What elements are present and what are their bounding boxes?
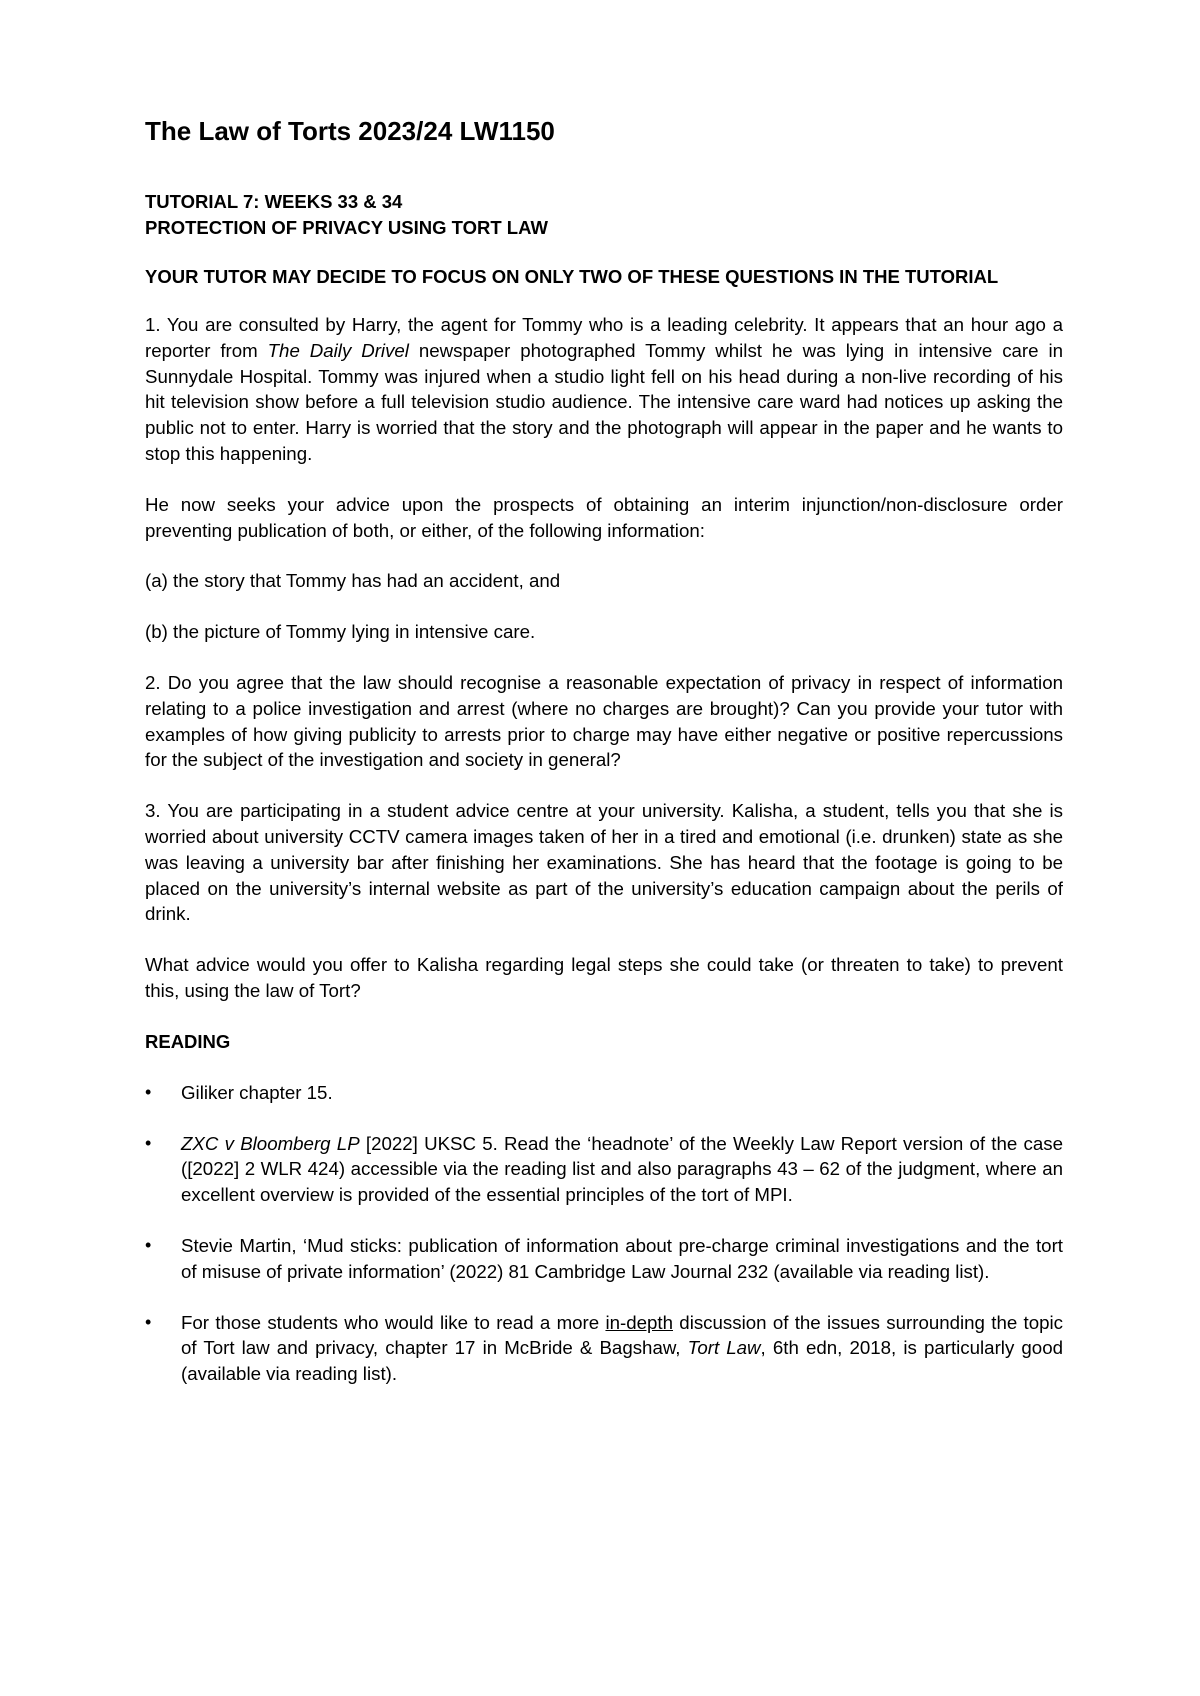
newspaper-name: The Daily Drivel (267, 339, 409, 361)
reading-item-text: [2022] UKSC 5. Read the ‘headnote’ of the Weekly Law Report version of the case ([2022] 2 WLR 424) accessible via the reading list and also paragraphs 43 – 62 of the judgment, where an excellent overview is provided of the essential principles of the tort of MPI. (181, 1132, 1063, 1206)
question-1-option-b: (b) the picture of Tommy lying in intensive care. (145, 621, 536, 643)
topic-heading: PROTECTION OF PRIVACY USING TORT LAW (145, 217, 548, 238)
question-1-text-end: newspaper photographed Tommy whilst he was lying in intensive care in Sunnydale Hospital. Tommy was injured when a studio light fell on his head during a non-live recording of his hit television show before a full television studio audience. The intensive care ward had notices up asking the public not to enter. Harry is worried that the story and the photograph will appear in the paper and he wants to stop this happening. (145, 339, 1063, 464)
reading-heading: READING (145, 1030, 231, 1052)
reading-item-giliker (145, 1080, 1063, 1106)
question-1-option-a: (a) the story that Tommy has had an accident, and (145, 570, 561, 592)
question-1-text-start: 1. You are consulted by Harry, the agent for Tommy who is a leading celebrity. It appears that an hour ago a reporter from (145, 314, 1063, 361)
question-3-scenario: 3. You are participating in a student advice centre at your university. Kalisha, a student, tells you that she is worried about university CCTV camera images taken of her in a tired and emotional (i.e. drunken) state as she was leaving a university bar after finishing her examinations. She has heard that the footage is going to be placed on the university’s internal website as part of the university’s education campaign about the perils of drink. (145, 800, 1063, 925)
book-title: Tort Law (687, 1337, 761, 1359)
reading-list (145, 1080, 1063, 1387)
reading-item-text: Giliker chapter 15. (181, 1081, 333, 1103)
question-3-question: What advice would you offer to Kalisha regarding legal steps she could take (or threaten to take) to prevent this, using the law of Tort? (145, 954, 1063, 1001)
reading-item-text-start: For those students who would like to read a more (181, 1311, 606, 1333)
bullet-icon: • (145, 1132, 152, 1153)
case-name: ZXC v Bloomberg LP (181, 1132, 360, 1154)
underlined-term: in-depth (605, 1311, 673, 1333)
reading-item-text: Stevie Martin, ‘Mud sticks: publication of information about pre-charge criminal investigations and the tort of misuse of private information’ (2022) 81 Cambridge Law Journal 232 (available via reading list). (181, 1234, 1063, 1282)
bullet-icon: • (145, 1081, 152, 1102)
bullet-icon: • (145, 1311, 152, 1332)
document-title: The Law of Torts 2023/24 LW1150 (145, 116, 555, 146)
bullet-icon: • (145, 1234, 152, 1255)
tutorial-heading: TUTORIAL 7: WEEKS 33 & 34 (145, 191, 403, 212)
question-1-scenario (145, 312, 1063, 467)
reading-item-mcbride-bagshaw (145, 1310, 1063, 1387)
reading-item-text-end: , 6th edn, 2018, is particularly good (available via reading list). (181, 1337, 1063, 1385)
focus-note: YOUR TUTOR MAY DECIDE TO FOCUS ON ONLY TWO OF THESE QUESTIONS IN THE TUTORIAL (145, 266, 999, 287)
tutorial-header (145, 189, 1063, 241)
document-page (145, 115, 1063, 1412)
reading-item-text-middle: discussion of the issues surrounding the topic of Tort law and privacy, chapter 17 in McBride & Bagshaw, (181, 1311, 1063, 1359)
reading-item-martin-article (145, 1233, 1063, 1285)
question-2: 2. Do you agree that the law should recognise a reasonable expectation of privacy in respect of information relating to a police investigation and arrest (where no charges are brought)? Can you provide your tutor with examples of how giving publicity to arrests prior to charge may have either negative or positive repercussions for the subject of the investigation and society in general? (145, 671, 1063, 771)
question-1-advice: He now seeks your advice upon the prospects of obtaining an interim injunction/non-disclosure order preventing publication of both, or either, of the following information: (145, 493, 1063, 541)
reading-item-zxc-case (145, 1131, 1063, 1208)
